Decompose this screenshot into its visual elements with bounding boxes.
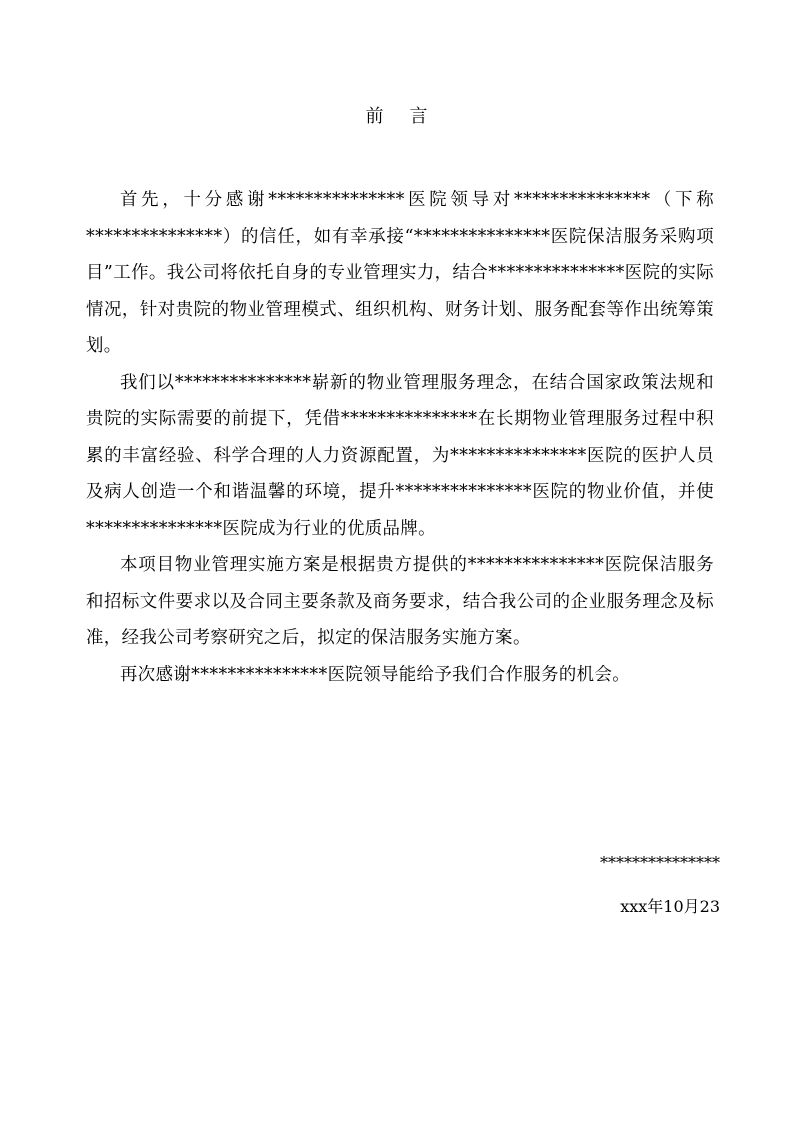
signature-block: [600, 852, 720, 940]
paragraph-thanks: 首先，十分感谢***************医院领导对***************（下称***************）的信任，如有幸承接“***************医院保洁服务采购项目”工作。我公司将依托自身的专业管理实力，结合***************医院的实际情况，针对贵院的物业管理模式、组织机构、财务计划、服务配套等作出统筹策划。: [86, 190, 714, 356]
paragraph-plan-basis: 本项目物业管理实施方案是根据贵方提供的***************医院保洁服务和招标文件要求以及合同主要条款及商务要求，结合我公司的企业服务理念及标准，经我公司考察研究之后，拟定的保洁服务实施方案。: [86, 555, 714, 648]
paragraph-service-philosophy: 我们以***************崭新的物业管理服务理念，在结合国家政策法规和贵院的实际需要的前提下，凭借***************在长期物业管理服务过程中积累的丰富经验、科学合理的人力资源配置，为***************医院的医护人员及病人创造一个和谐温馨的环境，提升***************医院的物业价值，并使***************医院成为行业的优质品牌。: [86, 372, 714, 539]
page-title: 前言: [365, 106, 454, 127]
signature-date: xxx年10月23: [620, 897, 720, 916]
paragraph-closing-thanks: 再次感谢***************医院领导能给予我们合作服务的机会。: [120, 664, 631, 685]
signature-company: ***************: [600, 853, 720, 872]
preface-body: [86, 182, 714, 693]
